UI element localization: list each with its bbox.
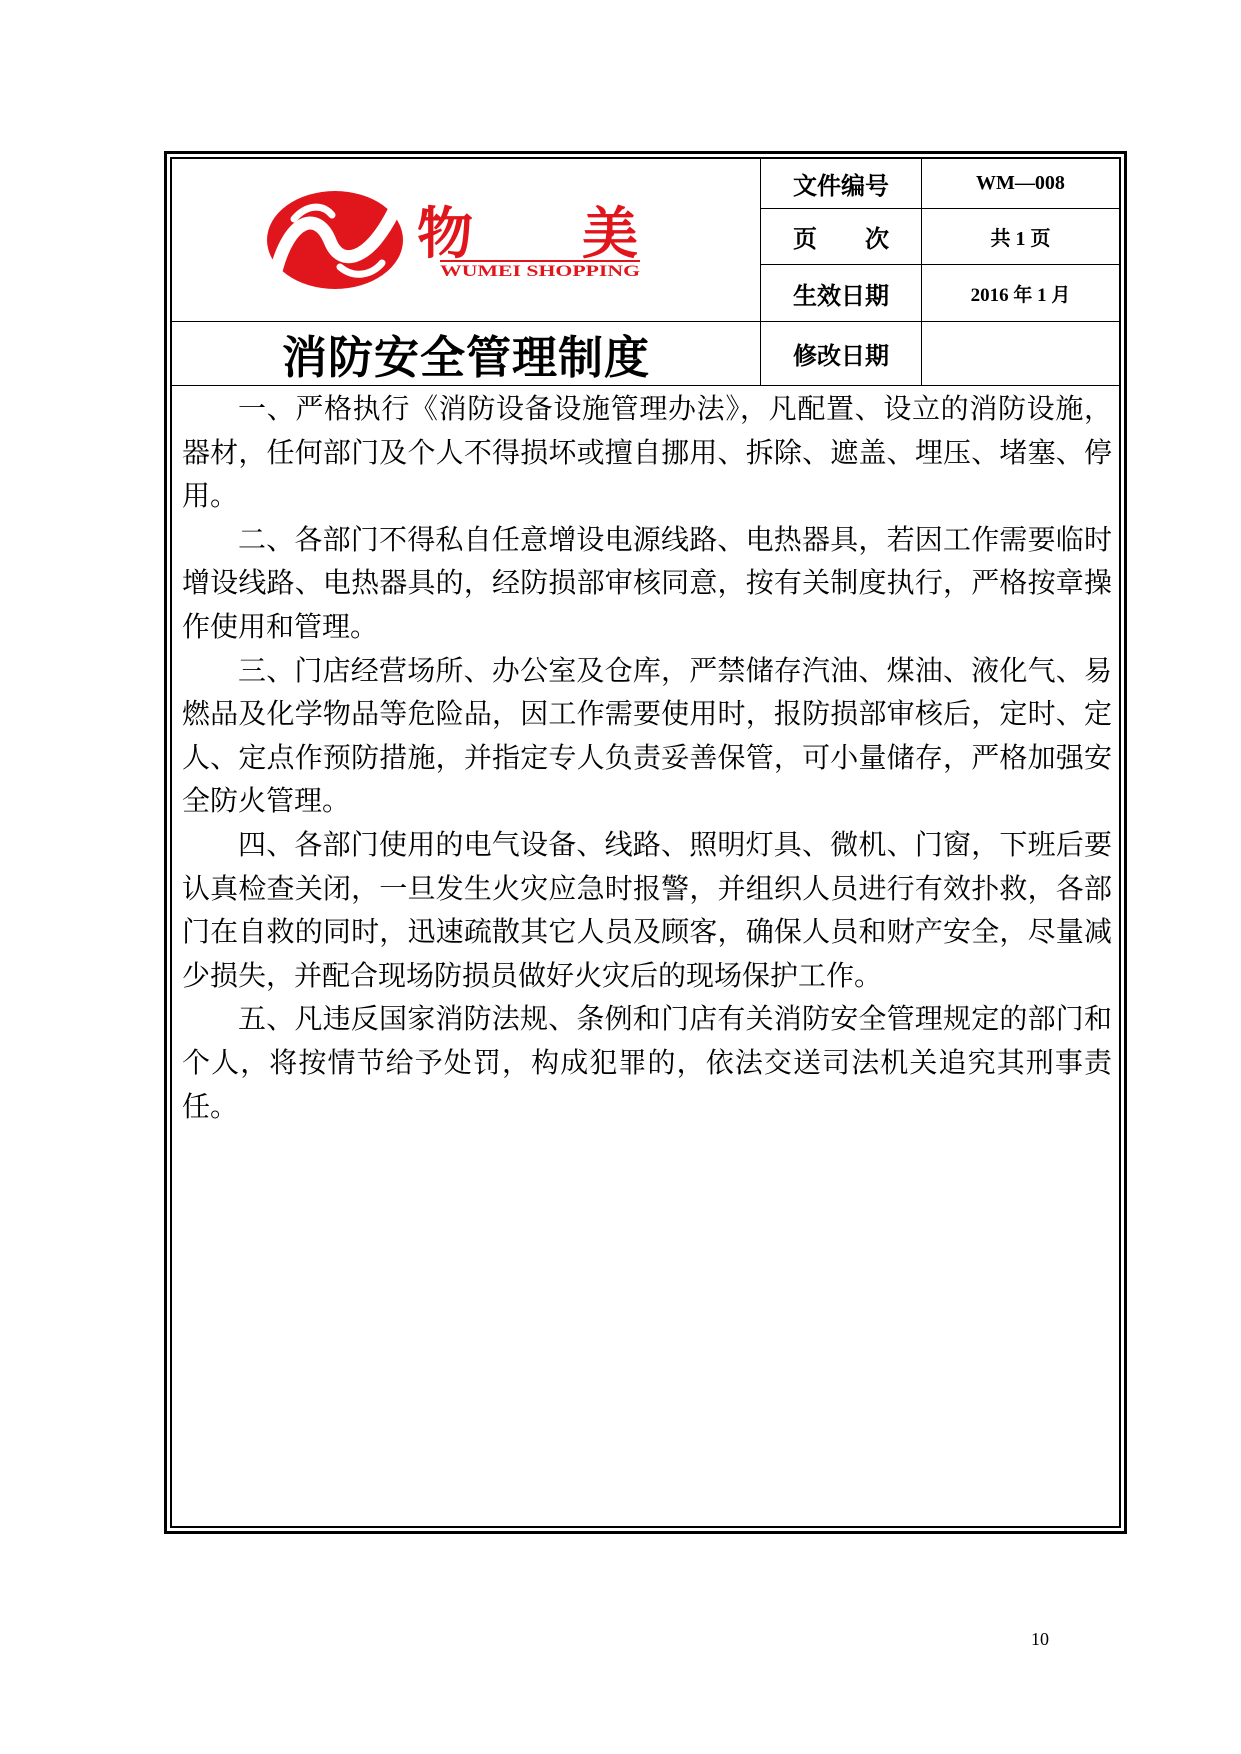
page-count-label-cell [761, 209, 922, 265]
paragraph-3: 三、门店经营场所、办公室及仓库，严禁储存汽油、煤油、液化气、易燃品及化学物品等危险品，因工作需要使用时，报防损部审核后，定时、定人、定点作预防措施，并指定专人负责妥善保管，可小量储存，严格加强安全防火管理。 [182, 655, 1112, 818]
header-table [172, 159, 1119, 386]
logo-brand-cn-2: 美 [582, 202, 638, 267]
page-number: 10 [1031, 1629, 1049, 1649]
effective-date-value: 2016 年 1 月 [970, 284, 1071, 306]
title-cell [172, 322, 761, 386]
doc-number-label: 文件编号 [793, 174, 889, 200]
logo-cell [172, 159, 761, 322]
revision-date-label-cell [761, 322, 922, 386]
page-count-value: 共 1 页 [990, 228, 1051, 250]
paragraph-2: 二、各部门不得私自任意增设电源线路、电热器具，若因工作需要临时增设线路、电热器具的，经防损部审核同意，按有关制度执行，严格按章操作使用和管理。 [182, 524, 1112, 643]
paragraph-1: 一、严格执行《消防设备设施管理办法》，凡配置、设立的消防设施，器材，任何部门及个人不得损坏或擅自挪用、拆除、遮盖、埋压、堵塞、停用。 [182, 394, 1112, 513]
page-count-label: 页 次 [793, 227, 889, 253]
page-title: 消防安全管理制度 [281, 333, 650, 383]
logo-swoosh-icon [267, 191, 403, 289]
wumei-logo [172, 159, 759, 322]
revision-date-value-cell [922, 322, 1119, 386]
page-count-value-cell [922, 209, 1119, 265]
doc-number-value-cell [922, 159, 1119, 209]
effective-date-label: 生效日期 [793, 283, 889, 310]
effective-date-label-cell [761, 265, 922, 322]
effective-date-value-cell [922, 265, 1119, 322]
paragraph-4: 四、各部门使用的电气设备、线路、照明灯具、微机、门窗，下班后要认真检查关闭，一旦发生火灾应急时报警，并组织人员进行有效扑救，各部门在自救的同时，迅速疏散其它人员及顾客，确保人员和财产安全，尽量减少损失，并配合现场防损员做好火灾后的现场保护工作。 [182, 829, 1112, 992]
paragraph-5: 五、凡违反国家消防法规、条例和门店有关消防安全管理规定的部门和个人，将按情节给予处罚，构成犯罪的，依法交送司法机关追究其刑事责任。 [182, 1004, 1112, 1123]
logo-brand-en: WUMEI SHOPPING [440, 263, 641, 280]
revision-date-label: 修改日期 [793, 344, 889, 370]
regulation-body [182, 388, 1112, 1129]
doc-number-value: WM—008 [976, 172, 1065, 194]
doc-number-label-cell [761, 159, 922, 209]
logo-brand-cn-1: 物 [417, 202, 473, 267]
